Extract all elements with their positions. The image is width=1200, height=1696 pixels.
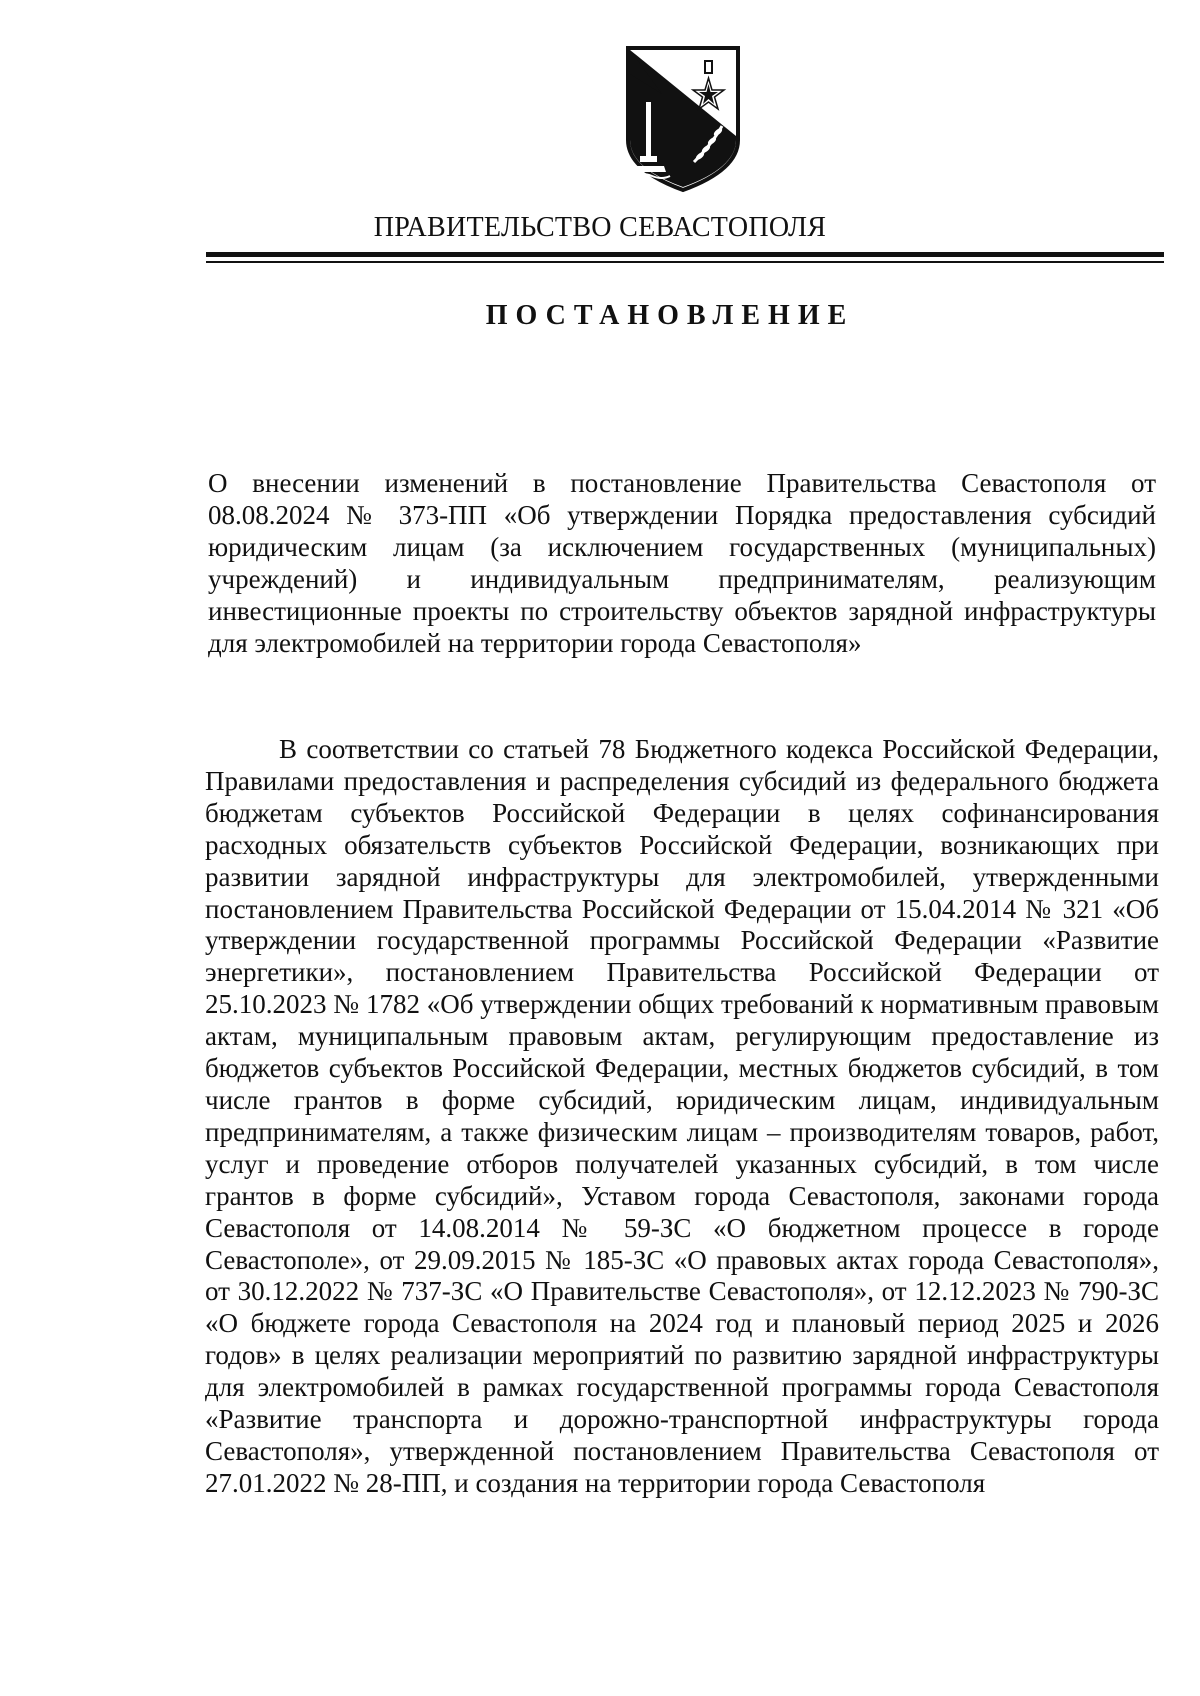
body-paragraph: В соответствии со статьей 78 Бюджетного кодекса Российской Федерации, Правилами предоставления и распределения субсидий из федерального бюджета бюджетам субъектов Российской Федерации в целях софинансирования расходных обязательств субъектов Российской Федерации, возникающих при развитии зарядной инфраструктуры для электромобилей, утвержденными постановлением Правительства Российской Федерации от 15.04.2014 № 321 «Об утверждении государственной программы Российской Федерации «Развитие энергетики», постановлением Правительства Российской Федерации от 25.10.2023 № 1782 «Об утверждении общих требований к нормативным правовым актам, муниципальным правовым актам, регулирующим предоставление из бюджетов субъектов Российской Федерации, местных бюджетов субсидий, в том числе грантов в форме субсидий, юридическим лицам, индивидуальным предпринимателям, а также физическим лицам – производителям товаров, работ, услуг и проведение отборов получателей указанных субсидий, в том числе грантов в форме субсидий», Уставом города Севастополя, законами города Севастополя от 14.08.2014 № 59-ЗС «О бюджетном процессе в городе Севастополе», от 29.09.2015 № 185-ЗС «О правовых актах города Севастополя», от 30.12.2022 № 737-ЗС «О Правительстве Севастополя», от 12.12.2023 № 790-ЗС «О бюджете города Севастополя на 2024 год и плановый период 2025 и 2026 годов» в целях реализации мероприятий по развитию зарядной инфраструктуры для электромобилей в рамках государственной программы города Севастополя «Развитие транспорта и дорожно-транспортной инфраструктуры города Севастополя», утвержденной постановлением Правительства Севастополя от 27.01.2022 № 28-ПП, и создания на территории города Севастополя (205, 734, 1159, 1498)
header-rule-thick (206, 252, 1164, 257)
document-subject: О внесении изменений в постановление Правительства Севастополя от 08.08.2024 № 373-ПП «Об утверждении Порядка предоставления субсидий юридическим лицам (за исключением государственных (муниципальных) учреждений) и индивидуальным предпринимателям, реализующим инвестиционные проекты по строительству объектов зарядной инфраструктуры для электромобилей на территории города Севастополя» (208, 468, 1156, 658)
coat-of-arms-emblem (622, 44, 744, 196)
header-rule-thin (206, 261, 1164, 263)
document-type-title: ПОСТАНОВЛЕНИЕ (485, 300, 855, 331)
government-name: ПРАВИТЕЛЬСТВО СЕВАСТОПОЛЯ (373, 212, 827, 243)
